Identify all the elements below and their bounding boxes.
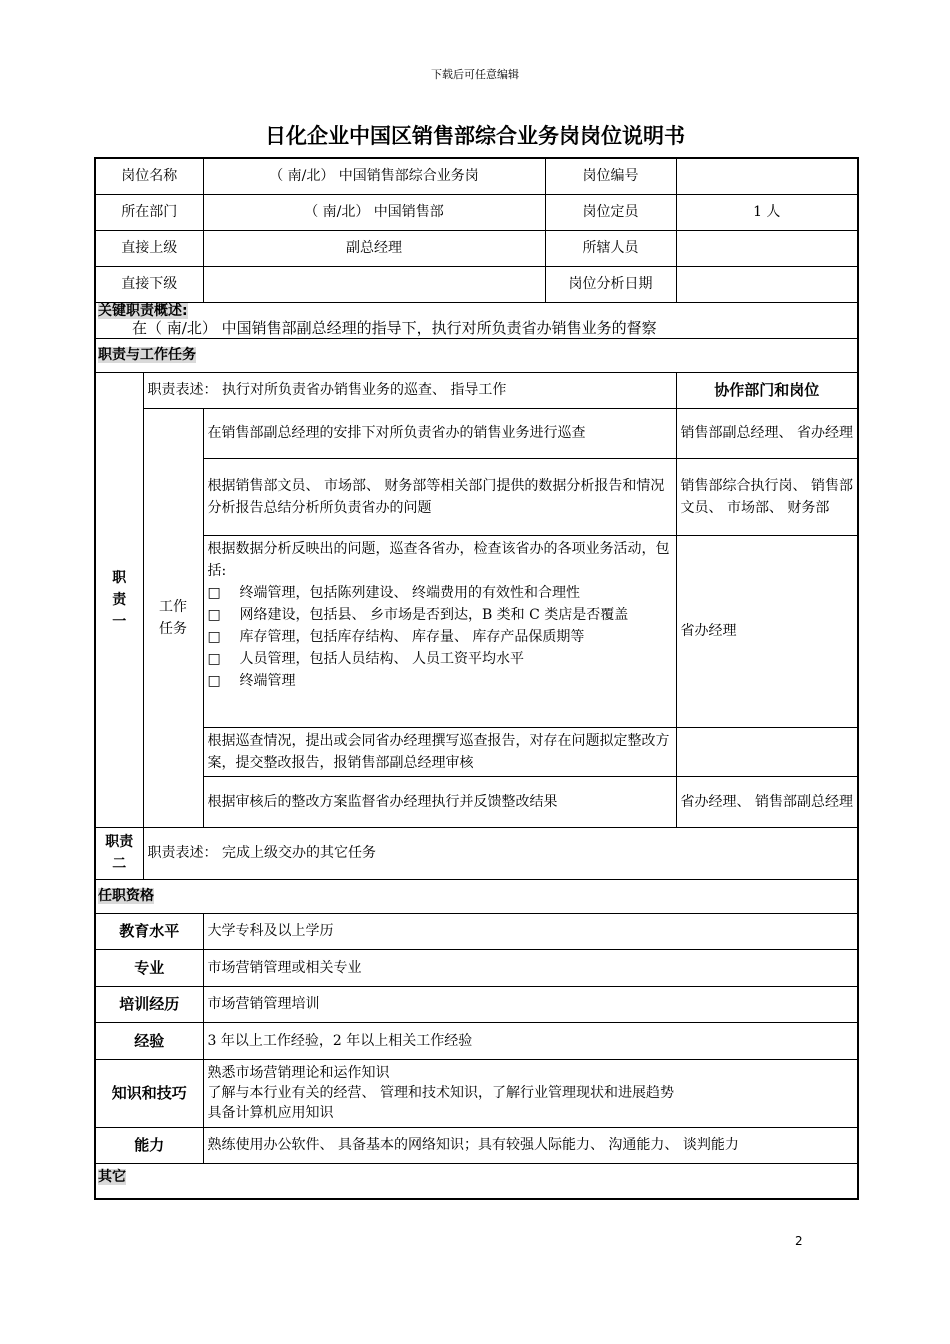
analysis-date-label: 岗位分析日期	[545, 266, 676, 302]
pos-name-label: 岗位名称	[95, 158, 203, 194]
duty2-label	[95, 827, 143, 879]
knowledge-line-1: 熟悉市场营销理论和运作知识	[207, 1065, 390, 1081]
row-task-3	[95, 535, 858, 727]
checkbox-icon: □	[207, 584, 221, 601]
row-superior	[95, 230, 858, 266]
row-subordinate	[95, 266, 858, 302]
major-label: 专业	[95, 949, 203, 986]
row-duties-title	[95, 338, 858, 372]
row-task-4	[95, 727, 858, 776]
pos-code-value	[676, 158, 858, 194]
subordinate-value	[203, 266, 545, 302]
task-4-coop	[676, 727, 858, 776]
row-key-duty	[95, 302, 858, 338]
job-description-table	[94, 157, 859, 1200]
superior-value: 副总经理	[203, 230, 545, 266]
education-value: 大学专科及以上学历	[203, 913, 858, 949]
bullet-text-3: 库存管理，包括库存结构、 库存量、 库存产品保质期等	[239, 628, 585, 645]
key-duty-text: 在（ 南/北） 中国销售部副总经理的指导下，执行对所负责省办销售业务的督察	[132, 319, 657, 337]
task-3-cell	[203, 535, 676, 727]
task-4-text: 根据巡查情况，提出或会同省办经理撰写巡查报告，对存在问题拟定整改方案，提交整改报告，报销售部副总经理审核	[203, 727, 676, 776]
row-other	[95, 1163, 858, 1199]
bullet-text-4: 人员管理，包括人员结构、 人员工资平均水平	[239, 650, 524, 667]
dept-label: 所在部门	[95, 194, 203, 230]
duty2-label-line-2: 二	[112, 856, 127, 872]
pos-name-value: （ 南/北） 中国销售部综合业务岗	[203, 158, 545, 194]
row-duty2	[95, 827, 858, 879]
bullet-item-1	[208, 582, 672, 604]
page-number: 2	[795, 1234, 803, 1248]
task-1-coop: 销售部副总经理、 省办经理	[676, 408, 858, 458]
duties-title: 职责与工作任务	[95, 338, 858, 372]
experience-value: 3 年以上工作经验，2 年以上相关工作经验	[203, 1022, 858, 1059]
row-qual-title	[95, 879, 858, 913]
major-value: 市场营销管理或相关专业	[203, 949, 858, 986]
knowledge-line-3: 具备计算机应用知识	[207, 1105, 334, 1121]
row-training	[95, 986, 858, 1022]
duty2-desc: 职责表述： 完成上级交办的其它任务	[143, 827, 858, 879]
row-experience	[95, 1022, 858, 1059]
ability-label: 能力	[95, 1127, 203, 1163]
row-position-name	[95, 158, 858, 194]
task-3-text: 根据数据分析反映出的问题，巡查各省办，检查该省办的各项业务活动，包括:	[207, 540, 670, 579]
bullet-item-2	[208, 604, 672, 626]
task-5-coop: 省办经理、 销售部副总经理	[676, 776, 858, 827]
task-5-text: 根据审核后的整改方案监督省办经理执行并反馈整改结果	[203, 776, 676, 827]
education-label: 教育水平	[95, 913, 203, 949]
duty1-label-char-2: 责	[112, 591, 127, 608]
task-3-coop: 省办经理	[676, 535, 858, 727]
knowledge-cell	[203, 1059, 858, 1127]
row-task-5	[95, 776, 858, 827]
key-duty-title: 关键职责概述:	[98, 303, 188, 319]
row-task-2	[95, 458, 858, 535]
duty1-desc: 职责表述： 执行对所负责省办销售业务的巡查、 指导工作	[143, 372, 676, 408]
duty1-label-char-3: 一	[112, 613, 127, 630]
coop-header: 协作部门和岗位	[676, 372, 858, 408]
duty2-label-line-1: 职责	[105, 834, 134, 850]
analysis-date-value	[676, 266, 858, 302]
knowledge-label: 知识和技巧	[95, 1059, 203, 1127]
header-note: 下载后可任意编辑	[431, 68, 519, 81]
key-duty-cell	[95, 302, 858, 338]
dept-value: （ 南/北） 中国销售部	[203, 194, 545, 230]
superior-label: 直接上级	[95, 230, 203, 266]
checkbox-icon: □	[207, 606, 221, 623]
staff-value	[676, 230, 858, 266]
qual-title: 任职资格	[95, 879, 858, 913]
task-1-text: 在销售部副总经理的安排下对所负责省办的销售业务进行巡查	[203, 408, 676, 458]
task-label-line-1: 工作	[159, 598, 187, 615]
checkbox-icon: □	[207, 628, 221, 645]
row-ability	[95, 1127, 858, 1163]
checkbox-icon: □	[207, 650, 221, 667]
row-education	[95, 913, 858, 949]
document-title: 日化企业中国区销售部综合业务岗岗位说明书	[265, 124, 685, 148]
row-major	[95, 949, 858, 986]
other-title: 其它	[95, 1163, 858, 1199]
bullet-text-1: 终端管理，包括陈列建设、 终端费用的有效性和合理性	[239, 584, 580, 601]
row-task-1	[95, 408, 858, 458]
bullet-text-5: 终端管理	[239, 672, 296, 689]
bullet-item-3	[208, 626, 672, 648]
subordinate-label: 直接下级	[95, 266, 203, 302]
task-2-text: 根据销售部文员、 市场部、 财务部等相关部门提供的数据分析报告和情况分析报告总结分析所负责省办的问题	[203, 458, 676, 535]
experience-label: 经验	[95, 1022, 203, 1059]
knowledge-line-2: 了解与本行业有关的经营、 管理和技术知识，了解行业管理现状和进展趋势	[207, 1085, 674, 1101]
task-label	[143, 408, 203, 827]
duty1-label	[95, 372, 143, 827]
quota-value: 1 人	[676, 194, 858, 230]
bullet-item-5	[208, 670, 672, 692]
training-value: 市场营销管理培训	[203, 986, 858, 1022]
row-department	[95, 194, 858, 230]
pos-code-label: 岗位编号	[545, 158, 676, 194]
quota-label: 岗位定员	[545, 194, 676, 230]
task-2-coop: 销售部综合执行岗、 销售部文员、 市场部、 财务部	[676, 458, 858, 535]
staff-label: 所辖人员	[545, 230, 676, 266]
ability-value: 熟练使用办公软件、 具备基本的网络知识；具有较强人际能力、 沟通能力、 谈判能力	[203, 1127, 858, 1163]
bullet-text-2: 网络建设，包括县、 乡市场是否到达，B 类和 C 类店是否覆盖	[239, 606, 629, 623]
row-knowledge	[95, 1059, 858, 1127]
checkbox-icon: □	[207, 672, 221, 689]
duty1-label-char-1: 职	[112, 569, 127, 586]
row-duty1-desc	[95, 372, 858, 408]
bullet-item-4	[208, 648, 672, 670]
training-label: 培训经历	[95, 986, 203, 1022]
task-label-line-2: 任务	[159, 620, 187, 637]
